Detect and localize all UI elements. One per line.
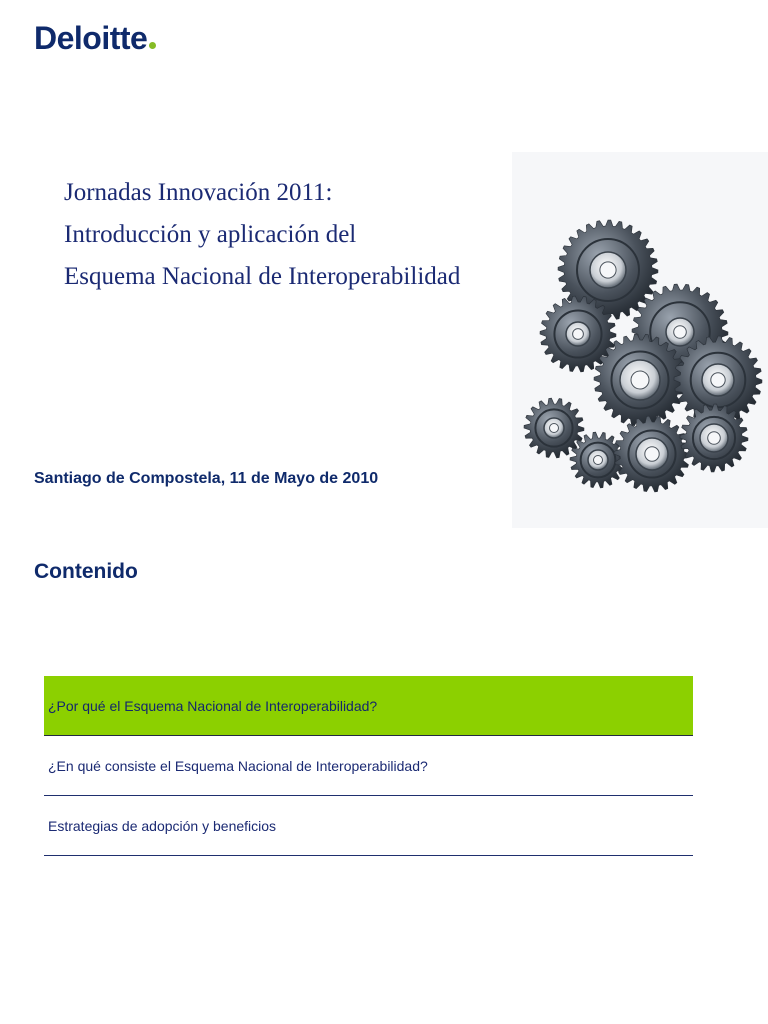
contents-item-label: Estrategias de adopción y beneficios xyxy=(48,817,277,834)
contents-heading: Contenido xyxy=(34,560,138,583)
contents-item-2[interactable] xyxy=(44,736,693,796)
gears-image xyxy=(512,152,768,528)
event-location-date: Santiago de Compostela, 11 de Mayo de 2010 xyxy=(34,470,379,487)
logo-wordmark: Deloitte xyxy=(34,20,148,56)
presentation-title xyxy=(64,172,514,298)
contents-item-label: ¿En qué consiste el Esquema Nacional de Interoperabilidad? xyxy=(48,757,428,774)
contents-list xyxy=(44,676,693,856)
title-line-2: Introducción y aplicación del xyxy=(64,221,357,248)
deloitte-logo xyxy=(34,18,156,58)
contents-item-label: ¿Por qué el Esquema Nacional de Interoperabilidad? xyxy=(48,697,378,714)
title-line-1: Jornadas Innovación 2011: xyxy=(64,179,333,206)
logo-green-dot xyxy=(149,42,156,49)
contents-item-3[interactable] xyxy=(44,796,693,856)
contents-item-1[interactable] xyxy=(44,676,693,736)
gear-shape xyxy=(614,416,690,492)
title-line-3: Esquema Nacional de Interoperabilidad xyxy=(64,263,461,290)
